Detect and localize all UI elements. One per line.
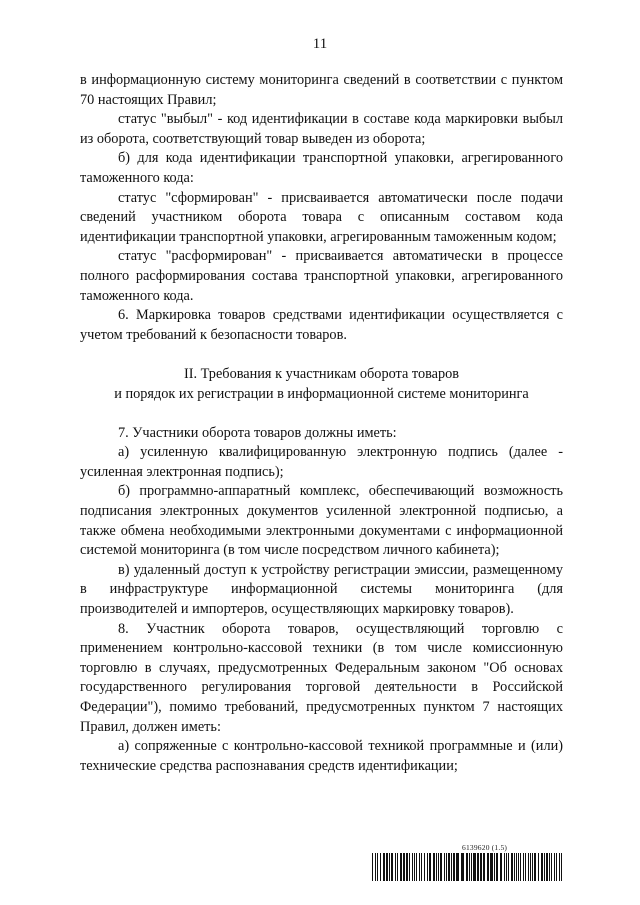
document-body [80,71,563,776]
paragraph: статус "сформирован" - присваивается автоматически после подачи сведений участником оборота товара с описанным составом кода идентификации транспортной упаковки, агрегированным таможенным кодом; [80,189,563,245]
paragraph: б) программно-аппаратный комплекс, обеспечивающий возможность подписания электронных документов усиленной электронной подписью, а также обмена необходимыми электронными документами с информационной системой мониторинга (в том числе посредством личного кабинета); [80,483,563,559]
page-number: 11 [312,36,328,52]
section-heading-line-2: и порядок их регистрации в информационной системе мониторинга [114,385,529,402]
paragraph: 8. Участник оборота товаров, осуществляющий торговлю с применением контрольно-кассовой техники (в том числе комиссионную торговлю в случаях, предусмотренных Федеральным законом "Об основах государственного регулирования торговой деятельности в Российской Федерации"), помимо требований, предусмотренных пунктом 7 настоящих Правил, должен иметь: [80,620,563,735]
barcode-label: 6139620 (1.5) [462,843,508,852]
section-heading-line-1: II. Требования к участникам оборота товаров [183,365,460,382]
paragraph: а) сопряженные с контрольно-кассовой техникой программные и (или) технические средства распознавания средств идентификации; [80,738,563,774]
section-heading [80,365,563,404]
paragraph: статус "расформирован" - присваивается автоматически в процессе полного расформирования состава транспортной упаковки, агрегированного таможенного кода. [80,248,563,304]
paragraph: 7. Участники оборота товаров должны иметь: [118,424,397,441]
paragraph: в информационную систему мониторинга сведений в соответствии с пунктом 70 настоящих Правил; [80,72,563,108]
paragraph: а) усиленную квалифицированную электронную подпись (далее - усиленная электронная подпись); [80,444,563,480]
document-barcode [372,843,564,881]
paragraph: в) удаленный доступ к устройству регистрации эмиссии, размещенному в инфраструктуре информационной системы мониторинга (для производителей и импортеров, осуществляющих маркировку товаров). [80,561,563,618]
paragraph: статус "выбыл" - код идентификации в составе кода маркировки выбыл из оборота, соответствующий товар выведен из оборота; [80,111,563,147]
paragraph: 6. Маркировка товаров средствами идентификации осуществляется с учетом требований к безопасности товаров. [80,307,563,343]
barcode-icon [372,853,564,881]
paragraph: б) для кода идентификации транспортной упаковки, агрегированного таможенного кода: [80,150,563,186]
